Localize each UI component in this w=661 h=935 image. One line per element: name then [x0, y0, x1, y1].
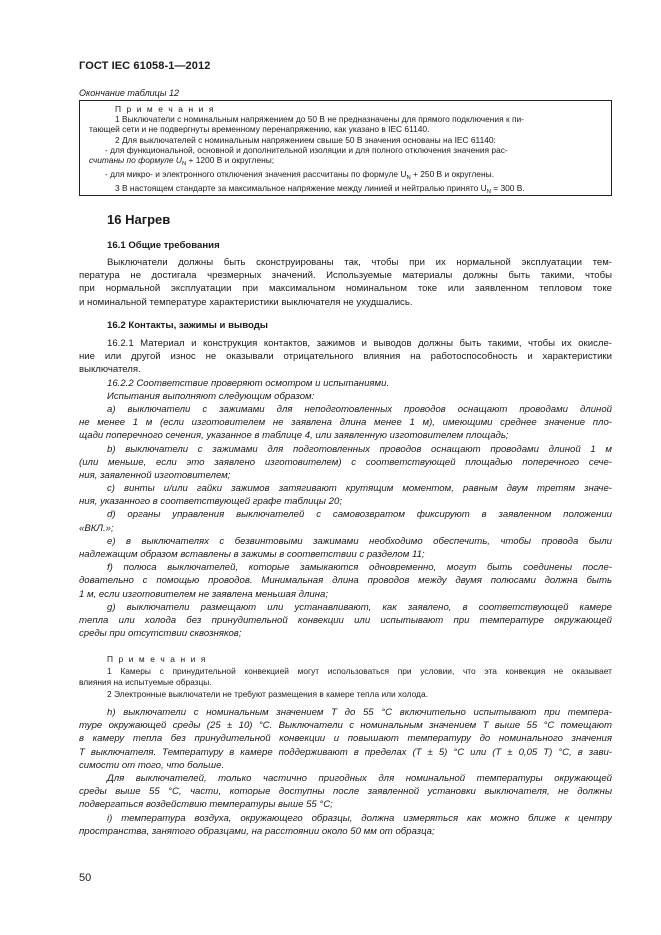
text-line: тепла или холода без принудительной конвекции или испытывают при температуре окружающей	[79, 614, 612, 626]
text-line: ния, указанного в соответствующей графе таблицы 20;	[79, 496, 342, 508]
text-line: Выключатели должны быть сконструированы так, чтобы при их нормальной эксплуатации тем-	[107, 257, 612, 268]
note-line: 2 Электронные выключатели не требуют размещения в камере тепла или холода.	[107, 688, 428, 699]
section-h-body	[79, 706, 612, 838]
text-line: выключателя.	[79, 364, 141, 376]
text-line: 16.2.1 Материал и конструкция контактов, зажимов и выводов должны быть такими, чтобы их окисле-	[107, 338, 612, 349]
text-line: среды при отсутствии сквозняков;	[79, 628, 242, 640]
notes-heading: П р и м е ч а н и я	[107, 654, 207, 664]
text-line: среды выше 55 °C, части, которые доступны после заявленной установки выключателя, не должны	[79, 786, 612, 798]
text-line: e) в выключателях с безвинтовыми зажимами необходимо обеспечить, чтобы провода были	[107, 535, 612, 547]
text-line: T выключателя. Температуру в камере поддерживают в пределах (T ± 5) °C или (T ± 0,05 T) °C, в зави-	[79, 746, 612, 758]
text-line: Испытания выполняют следующим образом:	[107, 390, 315, 402]
note-line: 2 Для выключателей с номинальным напряжением свыше 50 В значения основаны на IEC 61140:	[115, 134, 496, 145]
text-line: g) выключатели размещают или устанавливают, как заявлено, в соответствующей камере	[107, 601, 612, 613]
text-line: пература не достигала чрезмерных значений. Используемые материалы должны быть такими, чтобы	[79, 270, 612, 282]
text-line: ния, заявленной изготовителем;	[79, 469, 231, 481]
page-number: 50	[79, 872, 92, 884]
section-16-title: 16 Нагрев	[107, 212, 171, 227]
text-line: 1 м, если изготовителем не заявлена меньшая длина;	[79, 588, 329, 600]
text-line: щади поперечного сечения, указанное в таблице 4, или заявленную изготовителем площадь;	[79, 430, 509, 442]
notes-heading: П р и м е ч а н и я	[115, 104, 215, 114]
text-line: довательно с помощью проводов. Минимальная длина проводов между двумя полюсами должна быть	[79, 575, 612, 587]
text-line: при нормальной эксплуатации при максимальном номинальном токе или заявленном тепловом токе	[79, 283, 612, 295]
text-line: подвергаться воздействию температуры выше 55 °C;	[79, 799, 333, 811]
note-line: влияния на испытуемые образцы.	[79, 677, 212, 688]
note-line: - для микро- и электронного отключения значения рассчитаны по формуле $U_N + 250$ В и округлены.	[105, 169, 494, 182]
text-line: b) выключатели с зажимами для подготовленных проводов оснащают проводами длиной 1 м	[107, 443, 612, 455]
text-line: в камеру тепла без принудительной конвекции и повышают температуру до номинального значения	[79, 733, 612, 745]
section-16-1-body	[79, 256, 612, 309]
text-line: надлежащим образом вставлены в зажимы в соответствии с разделом 11;	[79, 549, 425, 560]
note-line: - для функциональной, основной и дополнительной изоляции и для полного отключения значения рас-	[105, 144, 508, 155]
note-line: тающей сети и не подвергнуты временному перенапряжению, как указано в IEC 61140.	[89, 124, 430, 135]
text-line: «ВКЛ.»;	[79, 522, 114, 534]
table-notes-box	[79, 100, 612, 196]
text-line: d) органы управления выключателей с самовозвратом фиксируют в заявленном положении	[107, 509, 612, 521]
text-line: не менее 1 м (если изготовителем не заявлена длина менее 1 м), имеющими среднее значение пло-	[79, 417, 612, 429]
text-line: туре окружающей среды (25 ± 10) °C. Выключатели с номинальным значением T выше 55 °C помещают	[79, 720, 612, 732]
text-line: 16.2.2 Соответствие проверяют осмотром и испытаниями.	[107, 377, 390, 389]
text-line: пространства, занятого образцами, на расстоянии около 50 мм от образца;	[79, 825, 435, 837]
note-line: считаны по формуле $U_N + 1200$ В и округлены;	[89, 155, 275, 168]
text-line: симости от того, что больше.	[79, 759, 225, 771]
text-line: c) винты и/или гайки зажимов затягивают крутящим моментом, равным двум третям значе-	[107, 483, 612, 495]
section-16-2-body	[79, 337, 612, 640]
text-line: i) температура воздуха, окружающего образцы, должна измеряться как можно ближе к центру	[107, 812, 612, 824]
table-caption: Окончание таблицы 12	[79, 88, 179, 98]
text-line: Для выключателей, только частично пригодных для номинальной температуры окружающей	[107, 772, 612, 784]
text-line: h) выключатели с номинальным значением T до 55 °C включительно испытывают при темпера-	[107, 707, 612, 718]
section-16-1-title: 16.1 Общие требования	[107, 240, 220, 251]
text-line: a) выключатели с зажимами для неподготовленных проводов оснащают проводами длиной	[107, 403, 612, 415]
note-line: 3 В настоящем стандарте за максимальное напряжение между линией и нейтралью принято $U_N = 300$ В.	[115, 183, 525, 196]
note-line: 1 Выключатели с номинальным напряжением до 50 В не предназначены для прямого подключения к пи-	[115, 114, 524, 125]
note-line: 1 Камеры с принудительной конвекцией могут использоваться при условии, что эта конвекция не оказывает	[107, 665, 612, 676]
section-16-2-title: 16.2 Контакты, зажимы и выводы	[107, 320, 268, 331]
standard-header: ГОСТ IEC 61058-1—2012	[79, 60, 211, 72]
notes-block	[79, 654, 612, 700]
text-line: f) полюса выключателей, которые замыкаются одновременно, могут быть соединены после-	[107, 562, 612, 574]
text-line: ние или другой износ не оказывали отрицательного влияния на работоспособность и характеристики	[79, 351, 612, 363]
text-line: (или меньше, если это заявлено изготовителем) с соответствующей площадью поперечного сече-	[79, 456, 612, 468]
text-line: и номинальной температуре характеристики выключателя не ухудшались.	[79, 296, 413, 308]
